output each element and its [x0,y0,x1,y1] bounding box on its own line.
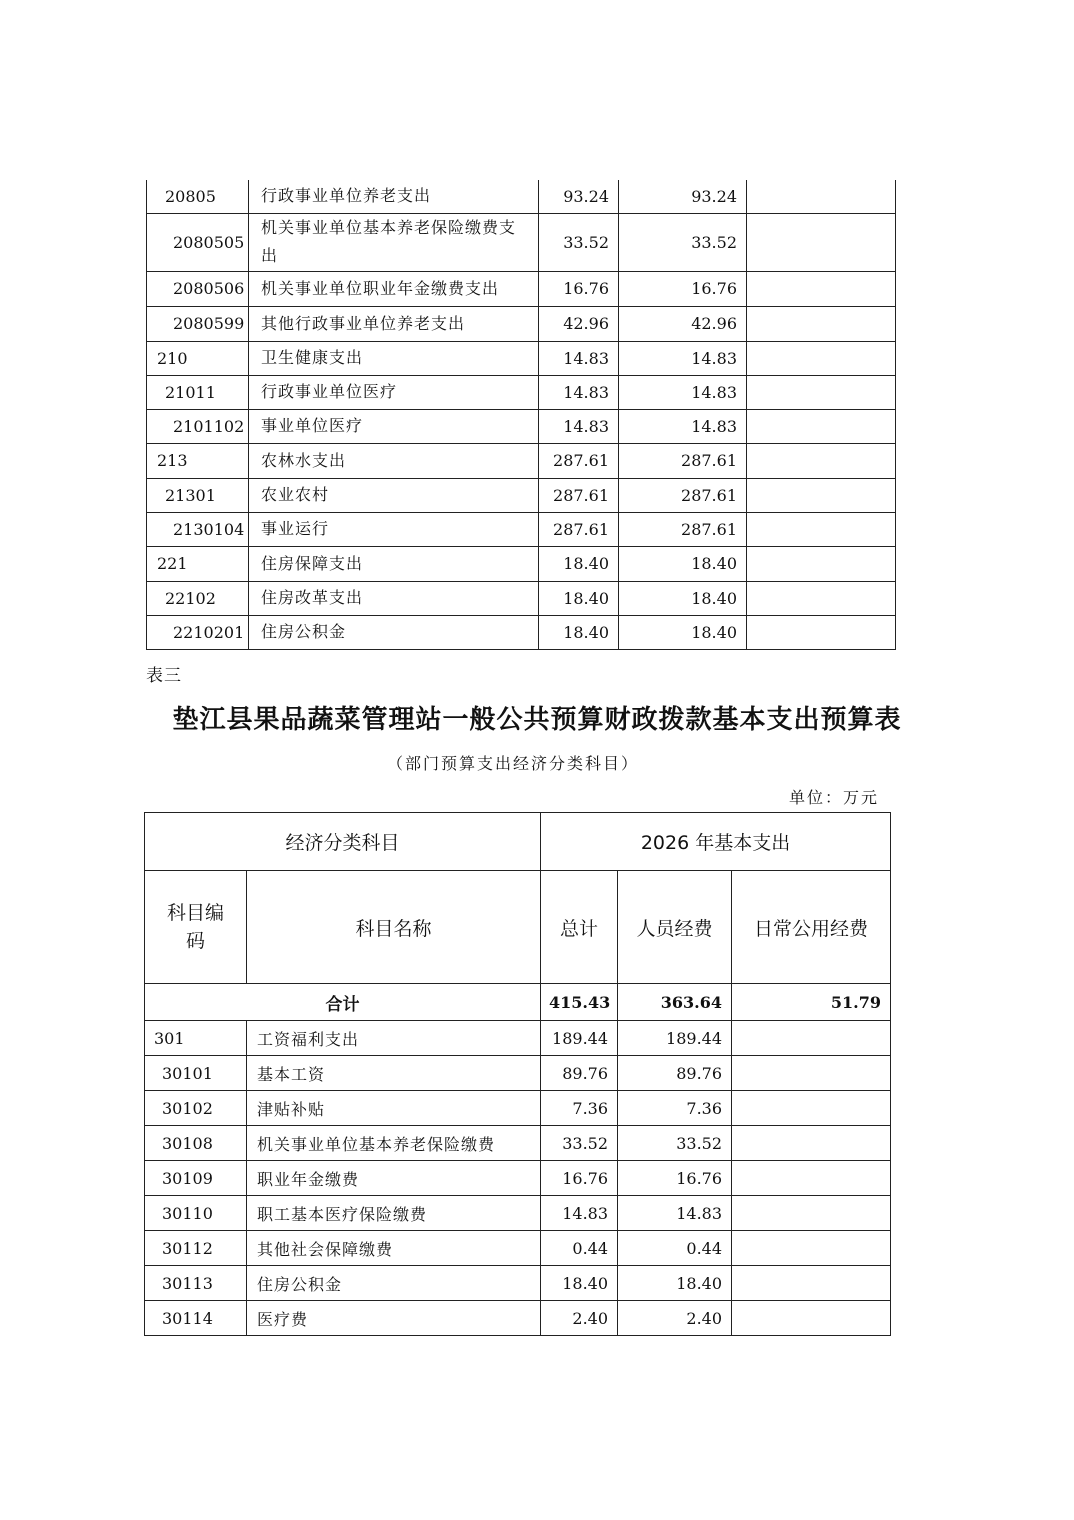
total-personnel: 363.64 [618,984,732,1021]
subject-code: 213 [147,443,249,478]
table-row [147,409,896,443]
header-year-basic-expenditure: 2026 年基本支出 [541,813,891,871]
table-row [145,1126,891,1161]
basic-amount: 42.96 [619,306,747,341]
table-row [145,1231,891,1266]
header-subject-code-line1: 科目编 [166,902,224,924]
budget-table-two-continuation [146,180,896,650]
project-amount [747,478,896,512]
total-amount: 33.52 [539,213,619,271]
project-amount [747,213,896,271]
project-amount [747,180,896,213]
public-amount [732,1021,891,1056]
public-amount [732,1196,891,1231]
basic-amount: 33.52 [619,213,747,271]
subject-code: 30112 [145,1231,247,1266]
personnel-amount: 2.40 [618,1301,732,1336]
subject-name: 医疗费 [247,1301,541,1336]
basic-amount: 287.61 [619,443,747,478]
basic-amount: 16.76 [619,271,747,306]
subject-code: 301 [145,1021,247,1056]
table-row [145,1056,891,1091]
project-amount [747,443,896,478]
subject-name: 其他行政事业单位养老支出 [249,306,539,341]
table-row [147,512,896,546]
subject-name: 事业运行 [249,512,539,546]
personnel-amount: 18.40 [618,1266,732,1301]
personnel-amount: 0.44 [618,1231,732,1266]
table-row [147,478,896,512]
subject-name: 基本工资 [247,1056,541,1091]
public-amount [732,1126,891,1161]
basic-amount: 287.61 [619,512,747,546]
public-amount [732,1301,891,1336]
total-amount: 18.40 [539,581,619,615]
subject-code: 2130104 [147,512,249,546]
public-amount [732,1091,891,1126]
project-amount [747,271,896,306]
table-row [147,615,896,649]
subject-name: 职工基本医疗保险缴费 [247,1196,541,1231]
total-amount: 7.36 [541,1091,618,1126]
header-subject-code-line2: 码 [185,930,205,952]
basic-amount: 18.40 [619,546,747,581]
project-amount [747,546,896,581]
total-label: 合计 [145,984,541,1021]
header-total: 总计 [541,871,618,984]
table-row [145,1161,891,1196]
subject-name: 住房公积金 [247,1266,541,1301]
subject-code: 30101 [145,1056,247,1091]
subject-code: 30108 [145,1126,247,1161]
basic-amount: 18.40 [619,615,747,649]
subject-name: 职业年金缴费 [247,1161,541,1196]
total-amount: 16.76 [539,271,619,306]
total-amount: 287.61 [539,512,619,546]
project-amount [747,341,896,375]
total-amount: 18.40 [539,546,619,581]
subject-name: 行政事业单位养老支出 [249,180,539,213]
project-amount [747,409,896,443]
personnel-amount: 189.44 [618,1021,732,1056]
table-row [147,306,896,341]
total-amount: 18.40 [541,1266,618,1301]
personnel-amount: 89.76 [618,1056,732,1091]
subject-code: 2080506 [147,271,249,306]
subject-code: 221 [147,546,249,581]
total-amount: 89.76 [541,1056,618,1091]
public-amount [732,1266,891,1301]
table-row [145,1021,891,1056]
personnel-amount: 14.83 [618,1196,732,1231]
personnel-amount: 33.52 [618,1126,732,1161]
subject-code: 21301 [147,478,249,512]
subject-name: 住房保障支出 [249,546,539,581]
total-amount: 2.40 [541,1301,618,1336]
unit-label: 单位：万元 [788,788,879,807]
public-amount [732,1056,891,1091]
subject-code: 2080505 [147,213,249,271]
total-amount: 14.83 [539,375,619,409]
total-amount: 14.83 [539,341,619,375]
basic-amount: 93.24 [619,180,747,213]
project-amount [747,615,896,649]
subject-code: 30113 [145,1266,247,1301]
total-amount: 14.83 [541,1196,618,1231]
header-row [145,813,891,871]
subject-code: 30109 [145,1161,247,1196]
basic-expenditure-budget-table [144,812,891,1336]
total-amount: 287.61 [539,478,619,512]
total-amount: 33.52 [541,1126,618,1161]
subject-name: 事业单位医疗 [249,409,539,443]
subject-code: 2210201 [147,615,249,649]
table-row [145,1301,891,1336]
header-subject-name: 科目名称 [247,871,541,984]
total-amount: 18.40 [539,615,619,649]
project-amount [747,306,896,341]
page-title: 垫江县果品蔬菜管理站一般公共预算财政拨款基本支出预算表 [172,705,902,735]
total-amount: 14.83 [539,409,619,443]
header-personnel: 人员经费 [618,871,732,984]
table-row [147,180,896,213]
basic-amount: 14.83 [619,375,747,409]
subject-name: 机关事业单位基本养老保险缴费支出 [249,213,539,271]
project-amount [747,375,896,409]
public-amount [732,1231,891,1266]
basic-amount: 287.61 [619,478,747,512]
table-row [145,1196,891,1231]
header-economic-category: 经济分类科目 [145,813,541,871]
total-amount: 287.61 [539,443,619,478]
basic-amount: 14.83 [619,341,747,375]
basic-amount: 14.83 [619,409,747,443]
public-amount [732,1161,891,1196]
header-subject-code [145,871,247,984]
personnel-amount: 7.36 [618,1091,732,1126]
subject-code: 2080599 [147,306,249,341]
table-row [147,271,896,306]
table-label: 表三 [146,666,182,686]
subject-code: 30114 [145,1301,247,1336]
subject-code: 30110 [145,1196,247,1231]
table-row [147,443,896,478]
page-subtitle: （部门预算支出经济分类科目） [386,754,639,773]
header-row [145,871,891,984]
subject-code: 22102 [147,581,249,615]
project-amount [747,581,896,615]
table-row [147,341,896,375]
total-public: 51.79 [732,984,891,1021]
table-row [145,1266,891,1301]
total-row [145,984,891,1021]
personnel-amount: 16.76 [618,1161,732,1196]
subject-name: 行政事业单位医疗 [249,375,539,409]
subject-code: 30102 [145,1091,247,1126]
subject-name: 工资福利支出 [247,1021,541,1056]
subject-name: 机关事业单位基本养老保险缴费 [247,1126,541,1161]
subject-name: 住房公积金 [249,615,539,649]
project-amount [747,512,896,546]
subject-name: 机关事业单位职业年金缴费支出 [249,271,539,306]
table-row [147,546,896,581]
basic-amount: 18.40 [619,581,747,615]
subject-code: 21011 [147,375,249,409]
total-amount: 93.24 [539,180,619,213]
total-amount: 189.44 [541,1021,618,1056]
subject-code: 20805 [147,180,249,213]
subject-name: 住房改革支出 [249,581,539,615]
total-amount: 0.44 [541,1231,618,1266]
subject-name: 津贴补贴 [247,1091,541,1126]
total-amount: 415.43 [541,984,618,1021]
subject-name: 农业农村 [249,478,539,512]
table-row [147,375,896,409]
subject-code: 2101102 [147,409,249,443]
header-public: 日常公用经费 [732,871,891,984]
subject-name: 农林水支出 [249,443,539,478]
table-row [147,213,896,271]
table-row [145,1091,891,1126]
subject-name: 卫生健康支出 [249,341,539,375]
total-amount: 16.76 [541,1161,618,1196]
subject-code: 210 [147,341,249,375]
total-amount: 42.96 [539,306,619,341]
subject-name: 其他社会保障缴费 [247,1231,541,1266]
table-row [147,581,896,615]
